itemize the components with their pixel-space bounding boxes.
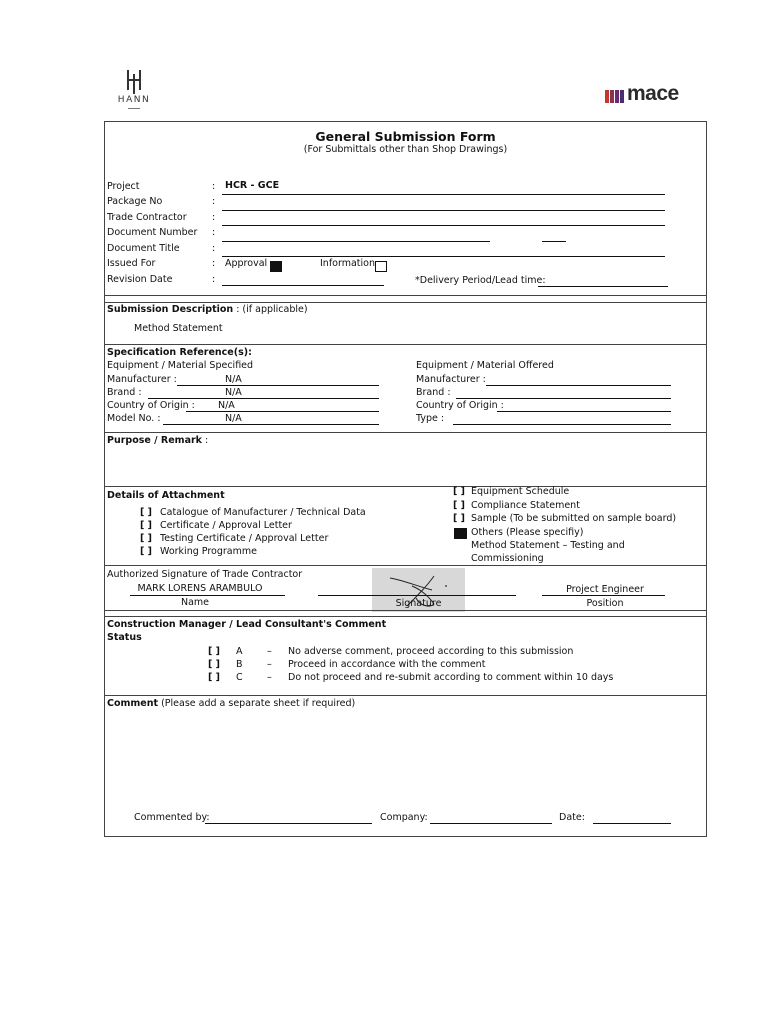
attachment-left-checkbox-3[interactable]: [ ] [140,533,152,544]
attachment-left-label-3: Testing Certificate / Approval Letter [160,533,329,544]
project-value[interactable]: HCR - GCE [225,180,280,191]
divider [104,344,706,345]
attachment-left-checkbox-2[interactable]: [ ] [140,520,152,531]
signature-line [318,595,516,596]
project-field-line [222,194,665,195]
signature-name-label: Name [180,597,210,608]
signature-name-line [130,595,285,596]
divider [104,295,706,296]
purpose-title: Purpose / Remark [107,435,202,446]
hann-logo-text: HANN [117,95,151,105]
attachment-left-label-2: Certificate / Approval Letter [160,520,292,531]
divider [104,610,706,611]
spec-title: Specification Reference(s): [107,347,252,358]
attachment-left-label-1: Catalogue of Manufacturer / Technical Data [160,507,366,518]
approval-checkbox[interactable] [270,261,282,272]
commented-by-label: Commented by: [134,812,210,823]
cm-option-c-code: C [236,672,243,683]
mace-logo-text: mace [627,82,679,105]
doctitle-colon: : [212,243,216,254]
spec-r-manufacturer-label: Manufacturer : [416,374,486,385]
revision-colon: : [212,274,216,285]
date-label: Date: [559,812,585,823]
project-colon: : [212,181,216,192]
trade-colon: : [212,212,216,223]
signature-label: Signature [395,598,442,609]
spec-r-manufacturer-line[interactable] [486,385,671,386]
mace-logo [605,84,705,106]
spec-r-type-label: Type : [416,413,445,424]
attachment-left-checkbox-4[interactable]: [ ] [140,546,152,557]
mace-logo-mark [605,88,629,104]
submission-title: Submission Description [107,304,234,315]
cm-option-c-text: Do not proceed and re-submit according to comment within 10 days [288,672,614,683]
purpose-colon: : [205,435,209,446]
others-detail-line2[interactable]: Commissioning [471,553,544,564]
cm-option-b-text: Proceed in accordance with the comment [288,659,486,670]
submission-value[interactable]: Method Statement [134,323,223,334]
cm-option-a-dash: – [267,646,272,657]
cm-option-b-code: B [236,659,243,670]
project-label: Project [107,181,140,192]
cm-option-a-text: No adverse comment, proceed according to this submission [288,646,574,657]
attachment-right-checkbox-4[interactable] [454,528,467,539]
issued-label: Issued For [107,258,156,269]
spec-model-label: Model No. : [107,413,161,424]
spec-right-heading: Equipment / Material Offered [416,360,554,371]
attachment-right-label-3: Sample (To be submitted on sample board) [471,513,677,524]
hann-logo-subline [128,108,140,109]
doctitle-label: Document Title [107,243,180,254]
revision-field-line[interactable] [222,285,384,286]
company-label: Company: [380,812,428,823]
spec-r-country-line[interactable] [497,411,671,412]
submission-note: : (if applicable) [236,304,308,315]
signature-position-line [542,595,665,596]
signature-position-label: Position [586,598,624,609]
spec-r-country-label: Country of Origin : [416,400,504,411]
company-line[interactable] [430,823,552,824]
signature-name-value[interactable]: MARK LORENS ARAMBULO [137,583,263,594]
cm-option-c-dash: – [267,672,272,683]
trade-label: Trade Contractor [107,212,187,223]
delivery-field-line[interactable] [538,286,668,287]
divider [104,302,706,303]
attachment-right-checkbox-3[interactable]: [ ] [453,513,465,524]
package-field-line[interactable] [222,210,665,211]
issued-colon: : [212,258,216,269]
form-subtitle: (For Submittals other than Shop Drawings) [303,144,508,155]
spec-country-line [186,411,379,412]
form-title: General Submission Form [315,129,496,144]
docnum-label: Document Number [107,227,198,238]
attachment-right-label-1: Equipment Schedule [471,486,570,497]
comment-area[interactable] [106,712,704,804]
information-label: Information [320,258,375,269]
spec-country-label: Country of Origin : [107,400,195,411]
spec-brand-value[interactable]: N/A [225,387,242,398]
comment-heading [107,698,355,710]
divider [104,695,706,696]
divider [104,432,706,433]
spec-manufacturer-line [177,385,379,386]
comment-title: Comment [107,698,159,709]
docnum-field-line[interactable] [222,241,490,242]
attachment-right-checkbox-2[interactable]: [ ] [453,500,465,511]
divider [104,486,706,487]
spec-left-heading: Equipment / Material Specified [107,360,254,371]
spec-manufacturer-label: Manufacturer : [107,374,177,385]
signature-title: Authorized Signature of Trade Contractor [107,569,303,580]
hann-logo-mark [112,68,156,94]
attachment-right-label-4: Others (Please specifiy) [471,527,584,538]
delivery-label: *Delivery Period/Lead time: [415,275,546,286]
approval-label: Approval [225,258,268,269]
others-detail-line1[interactable]: Method Statement – Testing and [471,540,625,551]
spec-brand-line [148,398,379,399]
trade-field-line[interactable] [222,225,665,226]
date-line[interactable] [593,823,671,824]
attachment-right-checkbox-1[interactable]: [ ] [453,486,465,497]
revision-label: Revision Date [107,274,173,285]
cm-option-a-checkbox[interactable]: [ ] [208,646,220,657]
cm-status-label: Status [107,632,142,643]
cm-title: Construction Manager / Lead Consultant's Comment [107,619,387,630]
attachments-title: Details of Attachment [107,490,225,501]
spec-country-value[interactable]: N/A [218,400,235,411]
divider [104,616,706,617]
information-checkbox[interactable] [375,261,387,272]
spec-r-brand-line[interactable] [456,398,671,399]
spec-r-type-line[interactable] [453,424,671,425]
attachment-left-label-4: Working Programme [160,546,257,557]
hann-logo [112,68,156,112]
doctitle-field-line[interactable] [222,256,665,257]
cm-option-b-checkbox[interactable]: [ ] [208,659,220,670]
docnum-rev-line[interactable] [542,241,566,242]
package-label: Package No [107,196,163,207]
spec-model-value[interactable]: N/A [225,413,242,424]
comment-note: (Please add a separate sheet if required) [161,698,356,709]
commented-by-line[interactable] [205,823,372,824]
attachment-right-label-2: Compliance Statement [471,500,580,511]
spec-model-line [163,424,379,425]
attachment-left-checkbox-1[interactable]: [ ] [140,507,152,518]
signature-position-value[interactable]: Project Engineer [566,584,644,595]
cm-option-b-dash: – [267,659,272,670]
purpose-heading [107,435,208,447]
spec-manufacturer-value[interactable]: N/A [225,374,242,385]
cm-option-c-checkbox[interactable]: [ ] [208,672,220,683]
spec-brand-label: Brand : [107,387,142,398]
spec-r-brand-label: Brand : [416,387,451,398]
cm-option-a-code: A [236,646,243,657]
docnum-colon: : [212,227,216,238]
submission-heading [107,304,308,316]
divider [104,565,706,566]
package-colon: : [212,196,216,207]
